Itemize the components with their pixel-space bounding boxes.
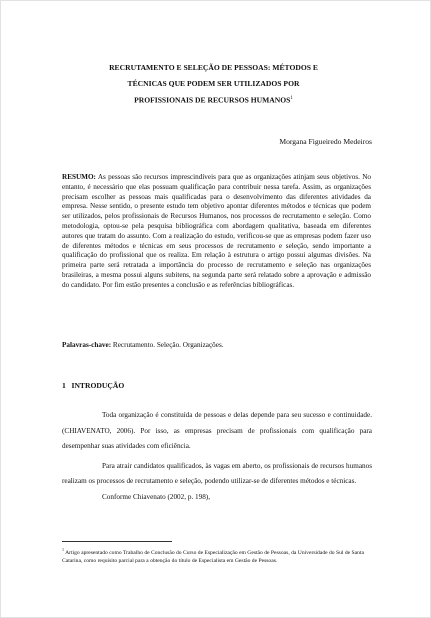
- paragraph-3: Conforme Chiavenato (2002, p. 198),: [102, 492, 210, 501]
- author-name: Morgana Figueiredo Medeiros: [279, 137, 372, 146]
- footnote-marker: 1: [62, 547, 64, 552]
- paragraph-2: Para atrair candidatos qualificados, às vagas em aberto, os profissionais de recursos humanos realizam os processos de recrutamento e seleção, podendo utilizar-se de diferentes métodos e técnicas.: [62, 461, 372, 486]
- keywords-label: Palavras-chave:: [62, 341, 112, 349]
- title-line-3: [61, 91, 366, 108]
- paragraph-1: Toda organização é constituída de pessoas e delas depende para seu sucesso e continuidade. (CHIAVENATO, 2006). Por isso, as empresas precisam de profissionais com qualificação para desempenhar suas atividades com eficiência.: [62, 411, 372, 451]
- abstract: [62, 173, 371, 291]
- footnote: [62, 546, 374, 565]
- footnote-divider: [62, 541, 172, 542]
- footnote-text: Artigo apresentado como Trabalho de Conclusão do Curso de Especialização em Gestão de Pessoas, da Universidade do Sul de Santa Catarina, como requisito parcial para a obtenção do título de Especialista em Gestão de Pessoas.: [62, 549, 364, 565]
- body-text: [62, 408, 372, 506]
- title-line-1: RECRUTAMENTO E SELEÇÃO DE PESSOAS: MÉTODOS E: [109, 63, 318, 72]
- section-heading: 1 INTRODUÇÃO: [62, 381, 125, 390]
- keywords-text: Recrutamento. Seleção. Organizações.: [111, 341, 224, 349]
- keywords: [62, 341, 371, 349]
- abstract-label: RESUMO:: [62, 173, 96, 181]
- paper-title: [61, 60, 366, 108]
- title-line-3-text: PROFISSIONAIS DE RECURSOS HUMANOS: [134, 95, 291, 105]
- title-footnote-marker[interactable]: 1: [290, 96, 293, 101]
- abstract-text: As pessoas são recursos imprescindíveis para que as organizações atinjam seus objetivos. No entanto, é necessário que elas possuam qualificação para contribuir nessa tarefa. Assim, as organizações precisam escolher as pessoas mais qualificadas para o desenvolvimento das diferentes atividades da empresa. Nesse sentido, o presente estudo tem objetivo apontar diferentes métodos e técnicas que podem ser utilizados, pelos profissionais de Recursos Humanos, nos processos de recrutamento e seleção. Como metodologia, optou-se pela pesquisa bibliográfica com abordagem qualitativa, baseada em diferentes autores que tratam do assunto. Com a realização do estudo, verificou-se que as empresas podem fazer uso de diferentes métodos e técnicas em seus processos de recrutamento e seleção, sendo importante a qualificação do profissional que os realiza. Em relação à estrutura o artigo possui algumas divisões. Na primeira parte será retratada a importância do processo de recrutamento e seleção nas organizações brasileiras, a mesma possui alguns subitens, na segunda parte será relatado sobre a aprovação e admissão do candidato. Por fim estão presentes a conclusão e as referências bibliográficas.: [62, 173, 371, 289]
- title-line-2: TÉCNICAS QUE PODEM SER UTILIZADOS POR: [127, 78, 300, 88]
